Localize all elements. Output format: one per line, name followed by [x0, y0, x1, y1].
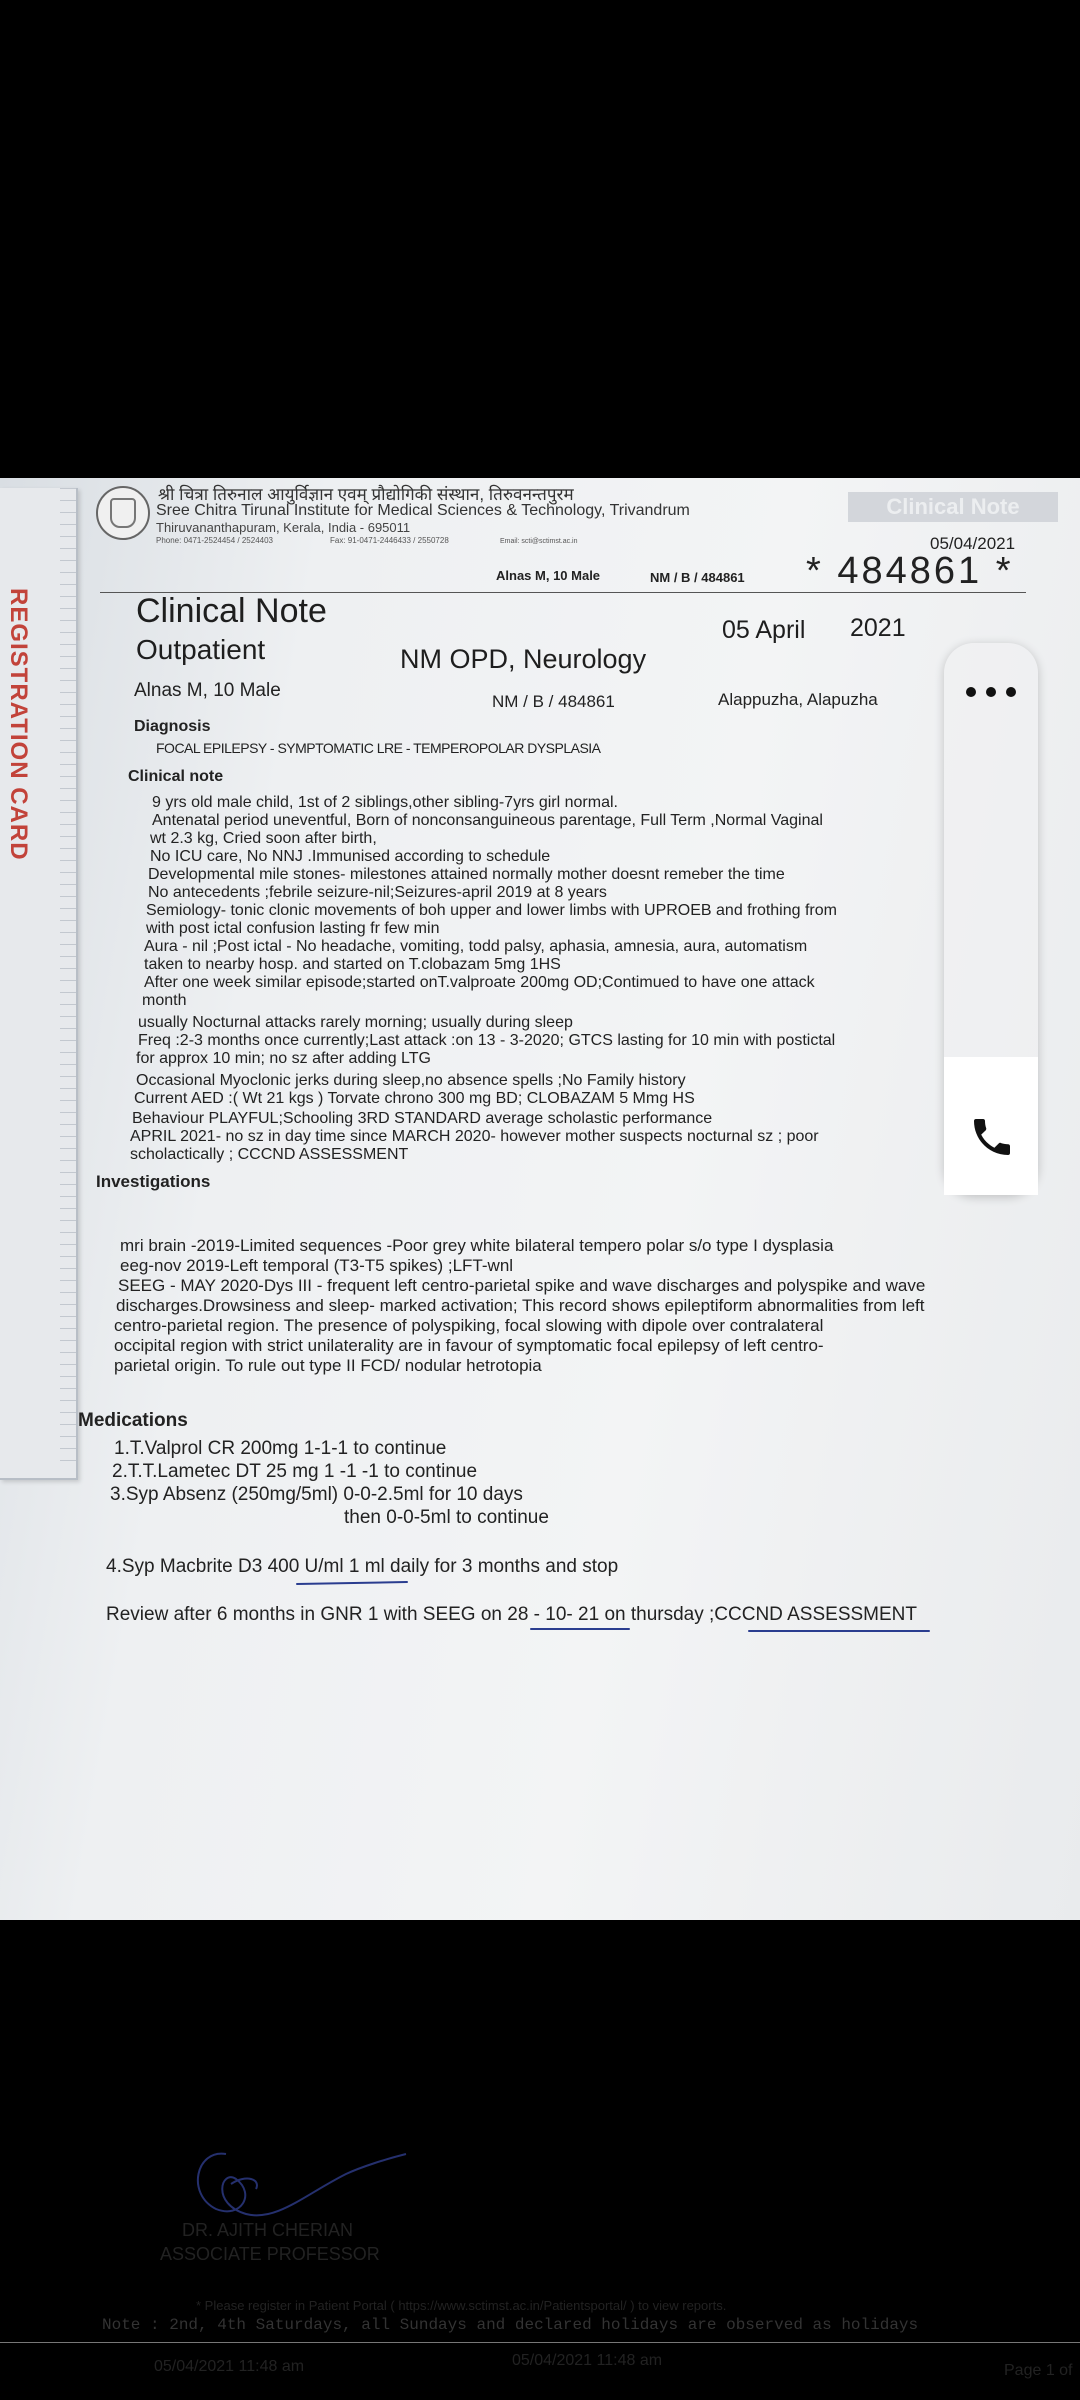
investigation-line: SEEG - MAY 2020-Dys III - frequent left centro-parietal spike and wave discharges and polyspike and wave	[118, 1276, 926, 1295]
institute-address: Thiruvananthapuram, Kerala, India - 695011	[156, 520, 411, 535]
reg-short: NM / B / 484861	[650, 570, 745, 585]
clinical-line: Aura - nil ;Post ictal - No headache, vomiting, todd palsy, aphasia, amnesia, aura, automatism	[144, 938, 808, 955]
investigation-line: mri brain -2019-Limited sequences -Poor grey white bilateral tempero polar s/o type I dysplasia	[120, 1236, 834, 1255]
clinical-line: No antecedents ;febrile seizure-nil;Seizures-april 2019 at 8 years	[148, 884, 607, 901]
clinical-line: Current AED :( Wt 21 kgs ) Torvate chrono 300 mg BD; CLOBAZAM 5 Mmg HS	[134, 1090, 695, 1107]
floating-action-panel	[944, 643, 1038, 1195]
investigation-line: discharges.Drowsiness and sleep- marked activation; This record shows epileptiform abnormalities from left	[116, 1296, 925, 1315]
doctor-name: DR. AJITH CHERIAN	[182, 2220, 354, 2240]
barcode-text: * 484861 *	[806, 550, 1014, 592]
holiday-note: Note : 2nd, 4th Saturdays, all Sundays and declared holidays are observed as holidays	[102, 2316, 919, 2334]
clinical-note-stamp: Clinical Note	[848, 492, 1058, 522]
institute-phone: Phone: 0471-2524454 / 2524403	[156, 536, 273, 545]
clinical-line: Semiology- tonic clonic movements of boh upper and lower limbs with UPROEB and frothing from	[146, 902, 837, 919]
footer-left-timestamp: 05/04/2021 11:48 am	[154, 2358, 305, 2375]
medication-line: 2.T.T.Lametec DT 25 mg 1 -1 -1 to continue	[112, 1461, 478, 1482]
investigation-line: eeg-nov 2019-Left temporal (T3-T5 spikes) ;LFT-wnl	[120, 1256, 514, 1275]
investigation-line: parietal origin. To rule out type II FCD/ nodular hetrotopia	[114, 1356, 542, 1375]
review-line: Review after 6 months in GNR 1 with SEEG on 28 - 10- 21 on thursday ;CCCND ASSESSMENT	[106, 1604, 917, 1625]
clinical-line: No ICU care, No NNJ .Immunised according to schedule	[150, 848, 551, 865]
patient-place: Alappuzha, Alapuzha	[718, 690, 878, 709]
clinical-line: with post ictal confusion lasting fr few min	[146, 920, 440, 937]
clinical-line: Antenatal period uneventful, Born of nonconsanguineous parentage, Full Term ,Normal Vaginal	[152, 812, 823, 829]
institute-name-hindi: श्री चित्रा तिरुनाल आयुर्विज्ञान एवम् प्रौद्योगिकी संस्थान, तिरुवनन्तपुरम	[158, 485, 574, 504]
diagnosis-text: FOCAL EPILEPSY - SYMPTOMATIC LRE - TEMPEROPOLAR DYSPLASIA	[156, 740, 601, 756]
phone-call-icon[interactable]	[968, 1113, 1016, 1161]
clinical-line: APRIL 2021- no sz in day time since MARCH 2020- however mother suspects nocturnal sz ; poor	[130, 1128, 819, 1145]
pen-underline	[530, 1628, 630, 1630]
footer-center-timestamp: 05/04/2021 11:48 am	[512, 2352, 663, 2369]
investigations-heading: Investigations	[96, 1172, 211, 1191]
investigation-line: occipital region with strict unilaterality are in favour of symptomatic focal epilepsy of left centro-	[114, 1336, 824, 1355]
medication-line: 1.T.Valprol CR 200mg 1-1-1 to continue	[114, 1438, 447, 1459]
clinical-heading: Clinical note	[128, 768, 224, 785]
clinical-line: usually Nocturnal attacks rarely morning; usually during sleep	[138, 1014, 573, 1031]
medications-heading: Medications	[78, 1410, 188, 1431]
patient-short: Alnas M, 10 Male	[496, 568, 601, 583]
pen-underline	[296, 1581, 408, 1585]
clinical-line: After one week similar episode;started onT.valproate 200mg OD;Contimued to have one attack	[144, 974, 815, 991]
clinical-line: month	[142, 992, 187, 1009]
clinical-line: Developmental mile stones- milestones attained normally mother doesnt remeber the time	[148, 866, 785, 883]
clinical-line: scholactically ; CCCND ASSESSMENT	[130, 1146, 409, 1163]
diagnosis-heading: Diagnosis	[134, 718, 211, 735]
more-horizontal-icon[interactable]	[966, 683, 1016, 699]
doctor-title: ASSOCIATE PROFESSOR	[160, 2244, 380, 2264]
clinical-line: wt 2.3 kg, Cried soon after birth,	[150, 830, 377, 847]
medication-line: 4.Syp Macbrite D3 400 U/ml 1 ml daily for 3 months and stop	[106, 1556, 619, 1577]
note-title: Clinical Note	[136, 592, 327, 630]
note-date-year: 2021	[850, 614, 906, 642]
print-date: 05/04/2021	[930, 534, 1016, 553]
clinical-line: Freq :2-3 months once currently;Last attack :on 13 - 3-2020; GTCS lasting for 10 min with postictal	[138, 1032, 836, 1049]
pen-underline	[748, 1630, 930, 1632]
registration-card	[0, 488, 78, 1480]
investigation-line: centro-parietal region. The presence of polyspiking, focal slowing with dipole over contralateral	[114, 1316, 824, 1335]
note-type: Outpatient	[136, 634, 266, 665]
clinical-line: Behaviour PLAYFUL;Schooling 3RD STANDARD average scholastic performance	[132, 1110, 713, 1127]
clinical-line: taken to nearby hosp. and started on T.clobazam 5mg 1HS	[144, 956, 561, 973]
patient-reg-no: NM / B / 484861	[492, 692, 615, 711]
medication-line: then 0-0-5ml to continue	[344, 1507, 549, 1528]
medication-line: 3.Syp Absenz (250mg/5ml) 0-0-2.5ml for 10 days	[110, 1484, 523, 1505]
registration-card-label: REGISTRATION CARD	[5, 588, 32, 861]
institute-fax: Fax: 91-0471-2446433 / 2550728	[330, 536, 449, 545]
portal-note: * Please register in Patient Portal ( https://www.sctimst.ac.in/Patientsportal/ ) to view reports.	[196, 2298, 727, 2313]
note-department: NM OPD, Neurology	[400, 644, 647, 674]
institute-email: Email: scti@sctimst.ac.in	[500, 538, 578, 545]
note-date-day: 05 April	[722, 616, 806, 644]
clinical-line: 9 yrs old male child, 1st of 2 siblings,other sibling-7yrs girl normal.	[152, 794, 618, 811]
footer-divider	[0, 2342, 1080, 2343]
clinical-line: Occasional Myoclonic jerks during sleep,no absence spells ;No Family history	[136, 1072, 686, 1089]
patient-name: Alnas M, 10 Male	[134, 680, 281, 701]
footer-page-number: Page 1 of	[1004, 2362, 1073, 2379]
clinical-line: for approx 10 min; no sz after adding LTG	[136, 1050, 431, 1067]
institute-name: Sree Chitra Tirunal Institute for Medical Sciences & Technology, Trivandrum	[156, 502, 690, 519]
card-grid-lines	[60, 488, 76, 1468]
clinical-note-document	[0, 478, 1080, 2379]
institute-logo	[96, 486, 150, 540]
